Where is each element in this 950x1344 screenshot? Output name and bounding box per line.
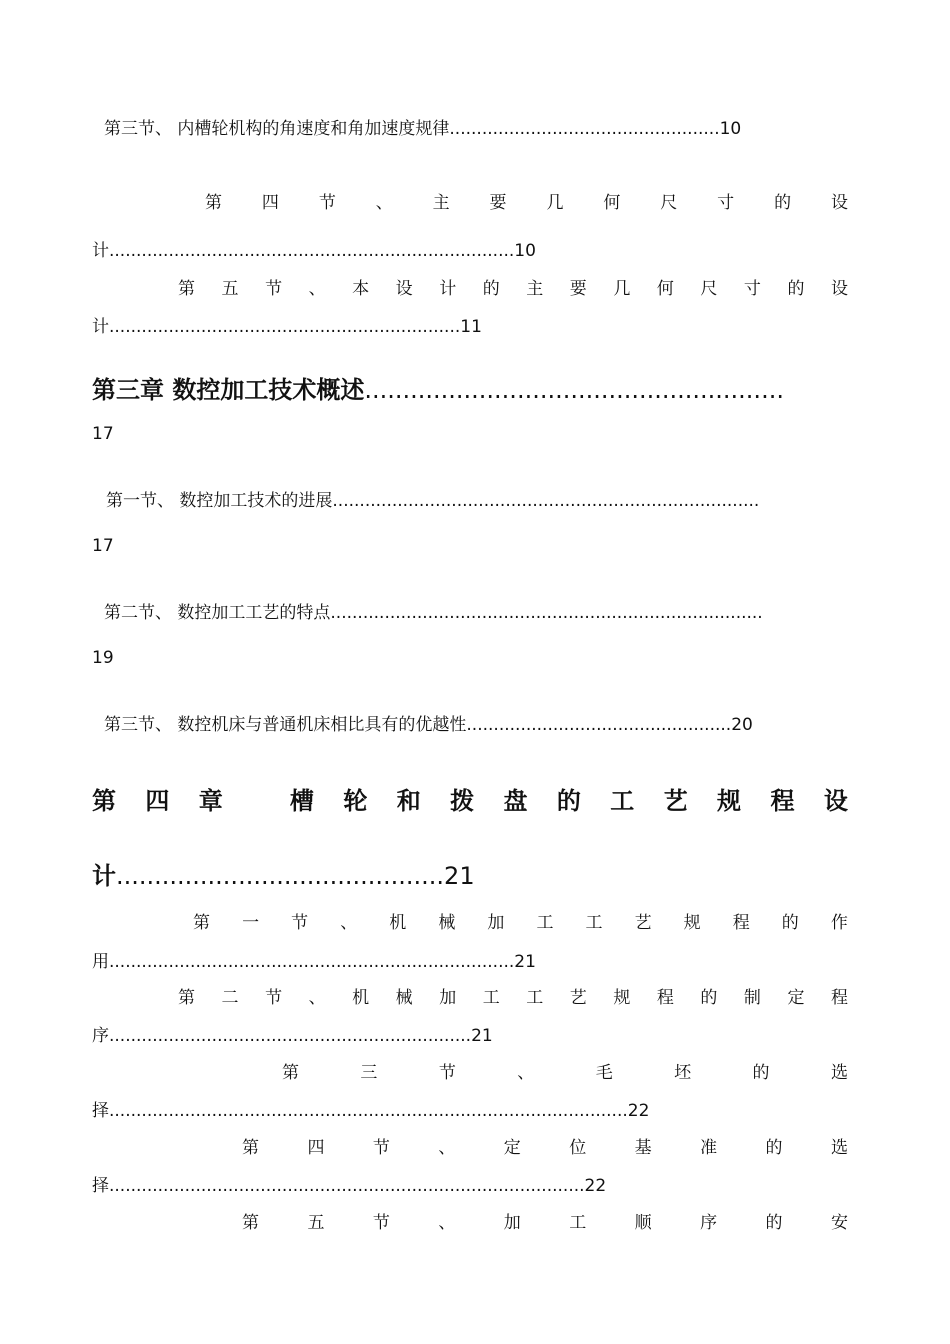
spread-char: 尺	[700, 279, 718, 299]
toc-entry-ch4-sec3[interactable]	[282, 1058, 848, 1083]
toc-entry-ch3-sec2[interactable]	[104, 598, 858, 623]
spread-char: 选	[830, 1138, 848, 1158]
toc-chapter-3[interactable]	[92, 370, 852, 405]
spread-char: 机	[352, 988, 370, 1008]
toc-page-number: 21	[471, 1026, 493, 1046]
toc-leader-dots: .................................................................	[109, 317, 461, 337]
spread-char: 第	[282, 1063, 299, 1083]
spread-char: 加	[503, 1213, 521, 1233]
spread-char: 节	[291, 913, 309, 933]
spread-char: 、	[438, 1213, 456, 1233]
spread-char: 设	[823, 787, 848, 815]
toc-entry-tail: 计	[92, 241, 109, 261]
spread-char: 要	[489, 193, 507, 213]
spread-char: 尺	[660, 193, 678, 213]
spread-char: 槽	[289, 787, 314, 815]
toc-leader-dots: ...........................................................................	[109, 952, 515, 972]
spread-char: 规	[717, 787, 742, 815]
spread-char: 工	[482, 988, 500, 1008]
spread-char: 主	[526, 279, 544, 299]
spread-char: 选	[830, 1063, 848, 1083]
spread-char: 的	[700, 988, 718, 1008]
toc-leader-dots: ........................................................................................	[109, 1176, 585, 1196]
spread-char: 艺	[569, 988, 587, 1008]
spread-char: 和	[396, 787, 421, 815]
spread-char: 四	[307, 1138, 325, 1158]
toc-leader-dots: .......................................................	[364, 376, 784, 404]
spread-char: 五	[221, 279, 239, 299]
spread-char: 、	[308, 279, 326, 299]
spread-char: 加	[487, 913, 505, 933]
toc-page-number: 19	[92, 648, 114, 668]
spread-char: 程	[656, 988, 674, 1008]
toc-entry-continuation	[92, 947, 536, 972]
toc-entry-ch2-sec5[interactable]	[178, 274, 848, 299]
spread-char: 的	[787, 279, 805, 299]
spread-char: 章	[198, 787, 223, 815]
toc-entry-tail: 择	[92, 1101, 109, 1121]
spread-char: 艺	[663, 787, 688, 815]
spread-char: 、	[375, 193, 393, 213]
toc-leader-dots: ..................................................	[449, 119, 720, 139]
spread-char: 加	[439, 988, 457, 1008]
toc-entry-tail: 择	[92, 1176, 109, 1196]
spread-char: 盘	[503, 787, 528, 815]
spread-char: 第	[242, 1213, 259, 1233]
toc-page-number: 10	[514, 241, 536, 261]
spread-char: 四	[261, 193, 279, 213]
spread-char: 几	[546, 193, 564, 213]
toc-entry-continuation	[92, 1096, 649, 1121]
spread-char: 艺	[634, 913, 652, 933]
spread-char: 准	[700, 1138, 718, 1158]
spread-char: 程	[770, 787, 795, 815]
toc-entry-title: 第三节、 数控机床与普通机床相比具有的优越性	[104, 715, 467, 735]
spread-char: 规	[613, 988, 631, 1008]
spread-char: 节	[265, 988, 283, 1008]
spread-char: 规	[683, 913, 701, 933]
spread-char: 的	[774, 193, 792, 213]
spread-char: 安	[830, 1213, 848, 1233]
toc-leader-dots: ...........................................	[116, 862, 445, 890]
spread-char: 工	[585, 913, 603, 933]
spread-char	[252, 781, 260, 816]
toc-leader-dots: ...............................................................................	[332, 491, 760, 511]
toc-leader-dots: .................................................	[466, 715, 732, 735]
spread-char: 的	[765, 1213, 783, 1233]
spread-char: 程	[732, 913, 750, 933]
spread-char: 制	[743, 988, 761, 1008]
spread-char: 工	[569, 1213, 587, 1233]
spread-char: 要	[569, 279, 587, 299]
spread-char: 作	[830, 913, 848, 933]
toc-entry-tail: 序	[92, 1026, 109, 1046]
toc-entry-ch4-sec2[interactable]	[178, 983, 848, 1008]
toc-entry-continuation	[92, 236, 536, 261]
spread-char: 节	[438, 1063, 456, 1083]
spread-char: 械	[395, 988, 413, 1008]
spread-char: 第	[205, 193, 222, 213]
toc-chapter-4[interactable]	[92, 781, 848, 816]
spread-char: 的	[752, 1063, 770, 1083]
toc-page-number: 22	[584, 1176, 607, 1196]
spread-char: 坯	[674, 1063, 692, 1083]
toc-page-number: 22	[627, 1101, 650, 1121]
spread-char: 一	[242, 913, 260, 933]
spread-char: 轮	[343, 787, 368, 815]
spread-char: 程	[830, 988, 848, 1008]
toc-entry-ch3-sec1[interactable]	[106, 486, 858, 511]
toc-entry-ch2-sec3[interactable]	[104, 114, 741, 139]
toc-leader-dots: ...................................................................	[109, 1026, 472, 1046]
toc-entry-ch3-sec3[interactable]	[104, 710, 753, 735]
toc-page-number: 10	[719, 119, 742, 139]
spread-char: 何	[656, 279, 674, 299]
spread-char: 序	[700, 1213, 718, 1233]
spread-char: 工	[610, 787, 635, 815]
toc-entry-continuation	[92, 312, 482, 337]
toc-entry-title: 第三节、 内槽轮机构的角速度和角加速度规律	[104, 119, 450, 139]
spread-char: 寸	[743, 279, 761, 299]
toc-page-number-line	[92, 648, 114, 668]
spread-char: 本	[352, 279, 370, 299]
toc-entry-ch4-sec4[interactable]	[242, 1133, 848, 1158]
toc-entry-tail: 计	[92, 317, 109, 337]
spread-char: 定	[787, 988, 805, 1008]
spread-char: 计	[439, 279, 457, 299]
toc-entry-ch4-sec1[interactable]	[193, 908, 848, 933]
toc-entry-tail: 用	[92, 952, 109, 972]
spread-char: 二	[221, 988, 239, 1008]
toc-entry-tail: 计	[92, 862, 116, 890]
toc-entry-title: 第二节、 数控加工工艺的特点	[104, 603, 331, 623]
toc-page-number: 17	[92, 424, 114, 444]
spread-char: 主	[432, 193, 450, 213]
spread-char: 位	[569, 1138, 587, 1158]
toc-entry-continuation	[92, 1021, 493, 1046]
toc-entry-continuation	[92, 856, 475, 891]
spread-char: 五	[307, 1213, 325, 1233]
spread-char: 第	[178, 988, 195, 1008]
spread-char: 设	[830, 193, 848, 213]
toc-leader-dots: ...........................................................................	[109, 241, 515, 261]
spread-char: 设	[830, 279, 848, 299]
toc-page-number: 21	[514, 952, 536, 972]
spread-char: 工	[526, 988, 544, 1008]
spread-char: 的	[556, 787, 581, 815]
spread-char: 基	[634, 1138, 652, 1158]
spread-char: 四	[145, 787, 170, 815]
spread-char: 节	[265, 279, 283, 299]
spread-char: 拨	[450, 787, 475, 815]
spread-char: 工	[536, 913, 554, 933]
spread-char: 第	[92, 787, 116, 815]
spread-char: 的	[781, 913, 799, 933]
toc-page-number-line	[92, 424, 114, 444]
spread-char: 几	[613, 279, 631, 299]
spread-char: 寸	[717, 193, 735, 213]
spread-char: 的	[482, 279, 500, 299]
spread-char: 顺	[634, 1213, 652, 1233]
toc-entry-ch2-sec4[interactable]	[205, 188, 848, 213]
toc-leader-dots: ................................................................................	[330, 603, 763, 623]
spread-char: 三	[360, 1063, 378, 1083]
spread-char: 的	[765, 1138, 783, 1158]
toc-page-number: 21	[444, 862, 475, 890]
toc-chapter-title: 第三章 数控加工技术概述	[92, 376, 365, 404]
spread-char: 毛	[595, 1063, 613, 1083]
spread-char: 第	[193, 913, 210, 933]
spread-char: 节	[372, 1138, 390, 1158]
toc-entry-ch4-sec5[interactable]	[242, 1208, 848, 1233]
toc-page-number: 20	[731, 715, 753, 735]
toc-page-number: 17	[92, 536, 114, 556]
toc-page-number-line	[92, 536, 114, 556]
spread-char: 、	[517, 1063, 535, 1083]
spread-char: 节	[372, 1213, 390, 1233]
spread-char: 、	[308, 988, 326, 1008]
spread-char: 、	[438, 1138, 456, 1158]
toc-entry-title: 第一节、 数控加工技术的进展	[106, 491, 333, 511]
spread-char: 机	[389, 913, 407, 933]
spread-char: 设	[395, 279, 413, 299]
toc-page-number: 11	[460, 317, 482, 337]
spread-char: 何	[603, 193, 621, 213]
toc-entry-continuation	[92, 1171, 606, 1196]
spread-char: 第	[242, 1138, 259, 1158]
spread-char: 节	[318, 193, 336, 213]
spread-char: 定	[503, 1138, 521, 1158]
spread-char: 第	[178, 279, 195, 299]
spread-char: 、	[340, 913, 358, 933]
spread-char: 械	[438, 913, 456, 933]
toc-leader-dots: ................................................................................................	[109, 1101, 628, 1121]
